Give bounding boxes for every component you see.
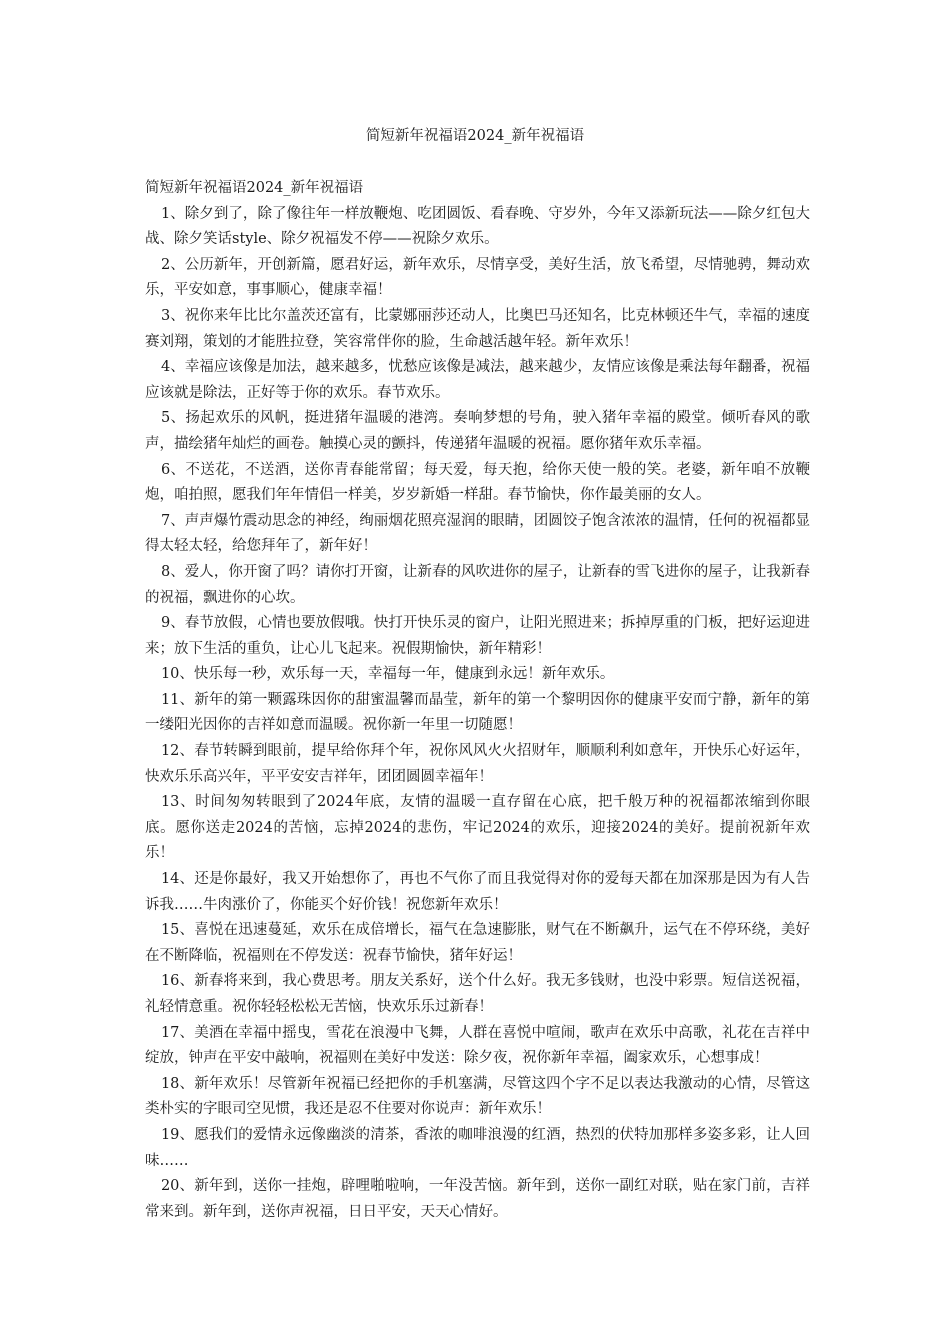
blessing-item: 17、美酒在幸福中摇曳，雪花在浪漫中飞舞，人群在喜悦中喧闹，歌声在欢乐中高歌，礼花在吉祥中绽放，钟声在平安中敲响，祝福则在美好中发送：除夕夜，祝你新年幸福，阖家欢乐，心想事成！: [145, 1024, 810, 1067]
blessing-item: 4、幸福应该像是加法，越来越多，忧愁应该像是减法，越来越少，友情应该像是乘法每年翻番，祝福应该就是除法，正好等于你的欢乐。春节欢乐。: [145, 359, 810, 401]
document-subtitle: 简短新年祝福语2024_新年祝福语: [145, 180, 364, 196]
blessing-item: 14、还是你最好，我又开始想你了，再也不气你了而且我觉得对你的爱每天都在加深那是因为有人告诉我……牛肉涨价了，你能买个好价钱！祝您新年欢乐！: [145, 871, 810, 913]
blessing-item: 5、扬起欢乐的风帆，挺进猪年温暖的港湾。奏响梦想的号角，驶入猪年幸福的殿堂。倾听春风的歌声，描绘猪年灿烂的画卷。触摸心灵的颤抖，传递猪年温暖的祝福。愿你猪年欢乐幸福。: [145, 410, 810, 452]
blessing-item: 12、春节转瞬到眼前，提早给你拜个年，祝你风风火火招财年，顺顺利利如意年，开快乐心好运年，快欢乐乐高兴年，平平安安吉祥年，团团圆圆幸福年！: [145, 743, 810, 785]
blessing-item: 7、声声爆竹震动思念的神经，绚丽烟花照亮湿润的眼睛，团圆饺子饱含浓浓的温情，任何的祝福都显得太轻太轻，给您拜年了，新年好！: [145, 512, 810, 555]
blessing-item: 20、新年到，送你一挂炮，辟哩啪啦响，一年没苦恼。新年到，送你一副红对联，贴在家门前，吉祥常来到。新年到，送你声祝福，日日平安，天天心情好。: [145, 1178, 810, 1220]
blessing-item: 3、祝你来年比比尔盖茨还富有，比蒙娜丽莎还动人，比奥巴马还知名，比克林顿还牛气，幸福的速度赛刘翔，策划的才能胜拉登，笑容常伴你的脸，生命越活越年轻。新年欢乐！: [145, 307, 810, 350]
blessing-list: [145, 202, 810, 1226]
document-title: 简短新年祝福语2024_新年祝福语: [365, 128, 585, 144]
document-body: [145, 176, 810, 1225]
blessing-item: 19、愿我们的爱情永远像幽淡的清茶，香浓的咖啡浪漫的红酒，热烈的伏特加那样多姿多彩，让人回味……: [145, 1126, 810, 1169]
blessing-item: 11、新年的第一颗露珠因你的甜蜜温馨而晶莹，新年的第一个黎明因你的健康平安而宁静，新年的第一缕阳光因你的吉祥如意而温暖。祝你新一年里一切随愿！: [145, 691, 810, 734]
blessing-item: 13、时间匆匆转眼到了2024年底，友情的温暖一直存留在心底，把千般万种的祝福都浓缩到你眼底。愿你送走2024的苦恼，忘掉2024的悲伤，牢记2024的欢乐，迎接2024的美好。提前祝新年欢乐！: [145, 794, 810, 862]
blessing-item: 8、爱人，你开窗了吗？请你打开窗，让新春的风吹进你的屋子，让新春的雪飞进你的屋子，让我新春的祝福，飘进你的心坎。: [145, 563, 810, 606]
blessing-item: 9、春节放假，心情也要放假哦。快打开快乐灵的窗户，让阳光照进来；拆掉厚重的门板，把好运迎进来；放下生活的重负，让心儿飞起来。祝假期愉快，新年精彩！: [145, 615, 810, 657]
blessing-item: 16、新春将来到，我心费思考。朋友关系好，送个什么好。我无多钱财，也没中彩票。短信送祝福，礼轻情意重。祝你轻轻松松无苦恼，快欢乐乐过新春！: [145, 973, 810, 1015]
blessing-item: 15、喜悦在迅速蔓延，欢乐在成倍增长，福气在急速膨胀，财气在不断飙升，运气在不停环绕，美好在不断降临，祝福则在不停发送：祝春节愉快，猪年好运！: [145, 922, 810, 964]
blessing-item: 2、公历新年，开创新篇，愿君好运，新年欢乐，尽情享受，美好生活，放飞希望，尽情驰骋，舞动欢乐，平安如意，事事顺心，健康幸福！: [145, 256, 810, 299]
blessing-item: 1、除夕到了，除了像往年一样放鞭炮、吃团圆饭、看春晚、守岁外，今年又添新玩法——除夕红包大战、除夕笑话style、除夕祝福发不停——祝除夕欢乐。: [145, 205, 810, 248]
blessing-item: 10、快乐每一秒，欢乐每一天，幸福每一年，健康到永远！新年欢乐。: [160, 666, 615, 683]
blessing-item: 6、不送花，不送酒，送你青春能常留；每天爱，每天抱，给你天使一般的笑。老婆，新年咱不放鞭炮，咱拍照，愿我们年年情侣一样美，岁岁新婚一样甜。春节愉快，你作最美丽的女人。: [145, 461, 810, 504]
blessing-item: 18、新年欢乐！尽管新年祝福已经把你的手机塞满，尽管这四个字不足以表达我激动的心情，尽管这类朴实的字眼司空见惯，我还是忍不住要对你说声：新年欢乐！: [145, 1075, 810, 1118]
